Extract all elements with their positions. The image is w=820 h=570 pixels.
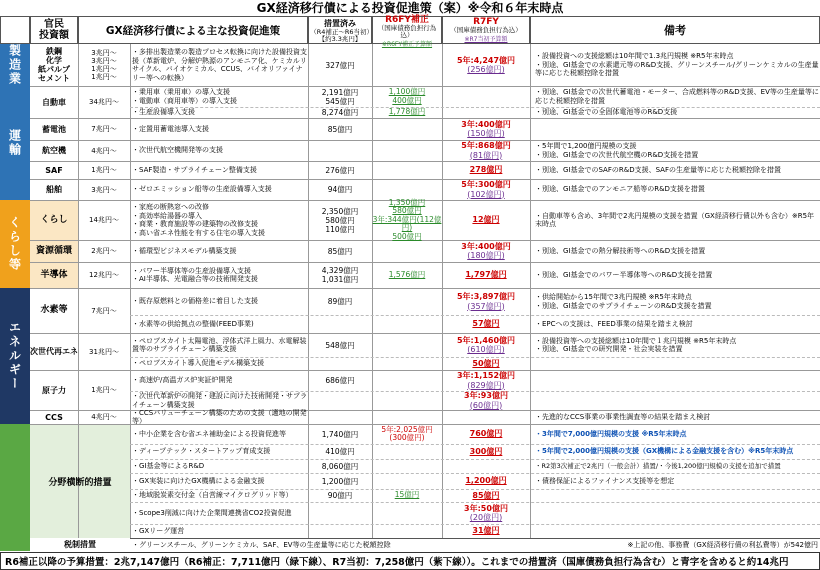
committed-value: 1,740億円 xyxy=(321,429,359,439)
r7-value: 300億円 xyxy=(469,446,503,456)
sub-label: 原子力 xyxy=(42,385,66,395)
tax-desc: ・グリーンスチール、グリーンケミカル、SAF、EV等の生産量等に応じた税額控除 xyxy=(132,540,391,549)
measure-desc: ・乗用車（乗用車）の導入支援 ・電動車（商用車等）の導入支援 xyxy=(132,88,237,105)
committed-value: 94億円 xyxy=(327,185,353,194)
measure-desc: ・ディープテック・スタートアップ育成支援 xyxy=(132,447,271,456)
committed-value: 686億円 xyxy=(325,376,355,385)
tax-note: ※上記の他、事務費（GX経済移行債の利払費等）が542億円 xyxy=(627,540,818,549)
measure-desc: ・次世代航空機開発等の支援 xyxy=(132,146,223,155)
r7-value: 5年:3,897億円 (357億円) xyxy=(456,292,516,311)
category-energy: エネルギー xyxy=(0,288,30,424)
r7-value: 3年:400億円 (180億円) xyxy=(461,241,511,260)
header-r7: R7FY （国庫債務負担行為込） ※R7当初予算額 xyxy=(442,16,530,44)
committed-value: 548億円 xyxy=(325,340,355,350)
r7-value: 31億円 xyxy=(472,526,500,536)
measure-desc: ・ペロブスカイト導入促進モデル構築支援 xyxy=(132,359,265,368)
measure-desc: ・SAF製造・サプライチェーン整備支援 xyxy=(132,165,257,174)
committed-value: 4,329億円 1,031億円 xyxy=(321,266,359,284)
category-living: くらし等 xyxy=(0,200,30,288)
investment-amount: 34兆円～ xyxy=(89,98,119,106)
remark: ・設備投資等への支援総額は10年間で１兆円規模 ※R5年末時点 ・別途、GI基金での研究開発・社会実装を措置 xyxy=(535,336,737,353)
r7-value: 5年:4,247億円 (256億円) xyxy=(456,55,516,74)
remark: ・別途、GI基金でのアンモニア船等のR&D支援を措置 xyxy=(535,185,705,194)
measure-desc: ・CCSバリューチェーン構築のための支援（適地の開発等） xyxy=(132,408,307,425)
sub-label: くらし xyxy=(40,214,68,225)
measure-desc: ・ゼロエミッション船等の生産設備導入支援 xyxy=(132,185,272,194)
header-remarks: 備考 xyxy=(530,16,820,44)
r6-value: 1,778億円 xyxy=(388,107,426,117)
measure-desc: ・高速炉/高温ガス炉実証炉開発 xyxy=(132,376,233,385)
r7-value: 3年:50億円 (20億円) xyxy=(464,503,508,522)
sub-label: 鉄鋼 化学 紙パルプ セメント xyxy=(38,47,70,83)
remark: ・5年間で2,000億円規模の支援（GX機構による金融支援を含む）※R5年末時点 xyxy=(535,447,794,456)
sub-label: 水素等 xyxy=(40,305,68,315)
measure-desc: ・地域脱炭素交付金（自営線マイクログリッド等） xyxy=(132,491,293,500)
remark: ・設備投資への支援総額は10年間で1.3兆円規模 ※R5年末時点 ・別途、GI基金での水素還元等のR&D支援、グリーンスチール/グリーンケミカルの生産量等に応じた税額控除を措置 xyxy=(535,52,819,78)
r7-value: 3年:1,152億円 (829億円) xyxy=(456,371,516,390)
investment-amount: 1兆円～ xyxy=(91,386,117,394)
investment-amount: 7兆円～ xyxy=(91,125,117,133)
committed-value: 410億円 xyxy=(325,447,355,456)
category-manufacturing: 製造業 xyxy=(0,44,30,86)
committed-value: 8,060億円 xyxy=(321,461,359,471)
committed-value: 8,274億円 xyxy=(321,108,359,117)
remark: ・供給開始から15年間で3兆円規模 ※R5年末時点 ・別途、GI基金でのサプライチェーンのR&D支援を措置 xyxy=(535,293,712,310)
measure-desc: ・生産設備導入支援 xyxy=(132,108,195,117)
page-title: GX経済移行債による投資促進策（案）※令和６年末時点 xyxy=(256,1,564,15)
measure-desc: ・循環型ビジネスモデル構築支援 xyxy=(132,246,237,255)
committed-value: 276億円 xyxy=(325,165,355,175)
r7-value: 278億円 xyxy=(469,165,503,175)
tax-label: 税制措置 xyxy=(30,538,130,551)
remark: ・EPCへの支援は、FEED事業の結果を踏まえ検討 xyxy=(535,319,693,328)
remark: ・債務保証によるファイナンス支援等を想定 xyxy=(535,476,675,485)
header-govt: 官民 投資額 xyxy=(30,16,78,44)
investment-amount: 4兆円～ xyxy=(91,413,117,421)
remark: ・別途、GI基金での熱分解技術等へのR&D支援を措置 xyxy=(535,246,706,255)
committed-value: 327億円 xyxy=(325,60,355,70)
category-cross xyxy=(0,424,30,538)
measure-desc: ・Scope3削減に向けた企業間連携省CO2投資促進 xyxy=(132,508,292,517)
investment-amount: 1兆円～ xyxy=(91,166,117,174)
remark: ・別途、GI基金でのSAFのR&D支援、SAFの生産量等に応じた税額控除を措置 xyxy=(535,165,781,174)
committed-value: 89億円 xyxy=(327,297,353,306)
investment-amount: 2兆円～ xyxy=(91,247,117,255)
r7-value: 5年:1,460億円 (610億円) xyxy=(456,335,516,354)
committed-value: 2,191億円 545億円 xyxy=(321,87,359,106)
remark: ・3年間で7,000億円規模の支援 ※R5年末時点 xyxy=(535,429,687,438)
measure-desc: ・家庭の断熱窓への改修 ・高効率給湯器の導入 ・商業・教育施設等の建築物の改修支援 ・高い省エネ性能を有する住宅の導入支援 xyxy=(132,203,265,237)
committed-value: 1,200億円 xyxy=(321,476,359,486)
investment-amount: 7兆円～ xyxy=(91,306,117,315)
cross-sector-label: 分野横断的措置 xyxy=(48,477,112,488)
remark: ・別途、GI基金での全固体電池等のR&D支援 xyxy=(535,108,678,117)
r7-value: 57億円 xyxy=(472,319,500,329)
r7-value: 50億円 xyxy=(472,358,500,368)
remark: ・別途、GI基金でのパワー半導体等へのR&D支援を措置 xyxy=(535,270,713,279)
measure-desc: ・次世代革新炉の開発・建設に向けた技術開発・サプライチェーン構築支援 xyxy=(132,392,307,409)
sub-label: 半導体 xyxy=(40,269,68,280)
header-main: GX経済移行債による主な投資促進策 xyxy=(78,16,308,44)
measure-desc: ・中小企業を含む省エネ補助金による投資促進等 xyxy=(132,429,286,438)
measure-desc: ・水素等の供給拠点の整備(FEED事業) xyxy=(132,319,254,328)
r7-value: 760億円 xyxy=(469,429,503,439)
sub-label: 蓄電池 xyxy=(42,124,66,134)
investment-amount: 14兆円～ xyxy=(89,216,119,224)
category-transport: 運輸 xyxy=(0,86,30,200)
measure-desc: ・定置用蓄電池導入支援 xyxy=(132,124,209,133)
committed-value: 2,350億円 580億円 110億円 xyxy=(321,206,359,234)
r7-value: 1,200億円 xyxy=(465,476,507,486)
r6-value: 15億円 xyxy=(394,490,420,500)
investment-amount: 4兆円～ xyxy=(91,146,117,155)
sub-label: 自動車 xyxy=(42,97,66,107)
r7-value: 3年:400億円 (150億円) xyxy=(461,119,511,138)
sub-label: CCS xyxy=(45,412,63,422)
measure-desc: ・多排出製造業の製造プロセス転換に向けた設備投資支援（革新電炉、分解炉熱源のアンモニア化、ケミカルリサイクル、バイオケミカル、CCUS、バイオリファイナリー等への転換） xyxy=(132,48,307,82)
r7-value: 5年:300億円 (102億円) xyxy=(461,180,511,199)
investment-amount: 31兆円～ xyxy=(89,347,119,356)
r7-value: 5年:868億円 (81億円) xyxy=(461,141,511,160)
bottom-summary: R6補正以降の予算措置：2兆7,147億円（R6補正：7,711億円（緑下線）、R7当初：7,258億円（紫下線））。これまでの措置済（国庫債務負担行為含む）と青字を含めると約14兆円 xyxy=(0,552,820,570)
remark: ・先進的なCCS事業の事業性調査等の結果を踏まえ検討 xyxy=(535,412,711,421)
sub-label: 資源循環 xyxy=(35,245,72,256)
r6-value: 1,350億円 580億円 3年:344億円(112億円) 500億円 xyxy=(372,197,442,241)
measure-desc: ・GX実装に向けたGX機構による金融支援 xyxy=(132,476,265,485)
sub-label: 次世代再エネ xyxy=(30,347,78,356)
r6-value: 5年:2,025億円 (300億円) xyxy=(381,424,433,442)
header-committed: 措置済み （R4補正～R6当初）【約3.3兆円】 xyxy=(308,16,372,44)
committed-value: 85億円 xyxy=(327,124,353,134)
committed-value: 85億円 xyxy=(327,246,353,256)
remark: ・5年間で1,200億円規模の支援 ・別途、GI基金での次世代航空機のR&D支援を措置 xyxy=(535,142,699,159)
measure-desc: ・GXリーグ運営 xyxy=(132,526,185,535)
measure-desc: ・パワー半導体等の生産設備導入支援 ・AI半導体、光電融合等の技術開発支援 xyxy=(132,266,258,283)
r7-value: 3年:93億円 (60億円) xyxy=(464,391,508,410)
committed-value: 90億円 xyxy=(327,491,353,500)
remark: ・R2第3次補正で2兆円（一般会計）措置/・今後1,200億円規模の支援を追加で措置 xyxy=(535,461,781,470)
measure-desc: ・ペロブスカイト太陽電池、浮体式洋上風力、水電解装置等のサプライチェーン構築支援 xyxy=(132,336,307,353)
sub-label: SAF xyxy=(45,165,63,175)
r6-value: 1,100億円 400億円 xyxy=(388,87,426,105)
measure-desc: ・既存原燃料との価格差に着目した支援 xyxy=(132,297,258,306)
r7-value: 85億円 xyxy=(472,490,500,500)
investment-amount: 12兆円～ xyxy=(89,271,119,279)
investment-amount: 3兆円～ 3兆円～ 1兆円～ 1兆円～ xyxy=(91,49,117,81)
remark: ・別途、GI基金での次世代蓄電池・モーター、合成燃料等のR&D支援、EV等の生産量等に応じた税額控除を措置 xyxy=(535,88,819,105)
remark: ・自動車等も含め、3年間で2兆円規模の支援を措置（GX経済移行債以外も含む）※R5年末時点 xyxy=(535,211,815,228)
sub-label: 航空機 xyxy=(42,146,66,155)
header-r6: R6FY補正 （国庫債務負担行為込） ※R6FY補正予算額 xyxy=(372,16,442,44)
investment-amount: 3兆円～ xyxy=(91,185,117,194)
r7-value: 12億円 xyxy=(472,215,500,225)
sub-label: 船舶 xyxy=(46,185,62,194)
header-blank xyxy=(0,16,30,44)
r6-value: 1,576億円 xyxy=(388,269,426,279)
measure-desc: ・GI基金等によるR&D xyxy=(132,461,205,470)
r7-value: 1,797億円 xyxy=(465,270,507,280)
